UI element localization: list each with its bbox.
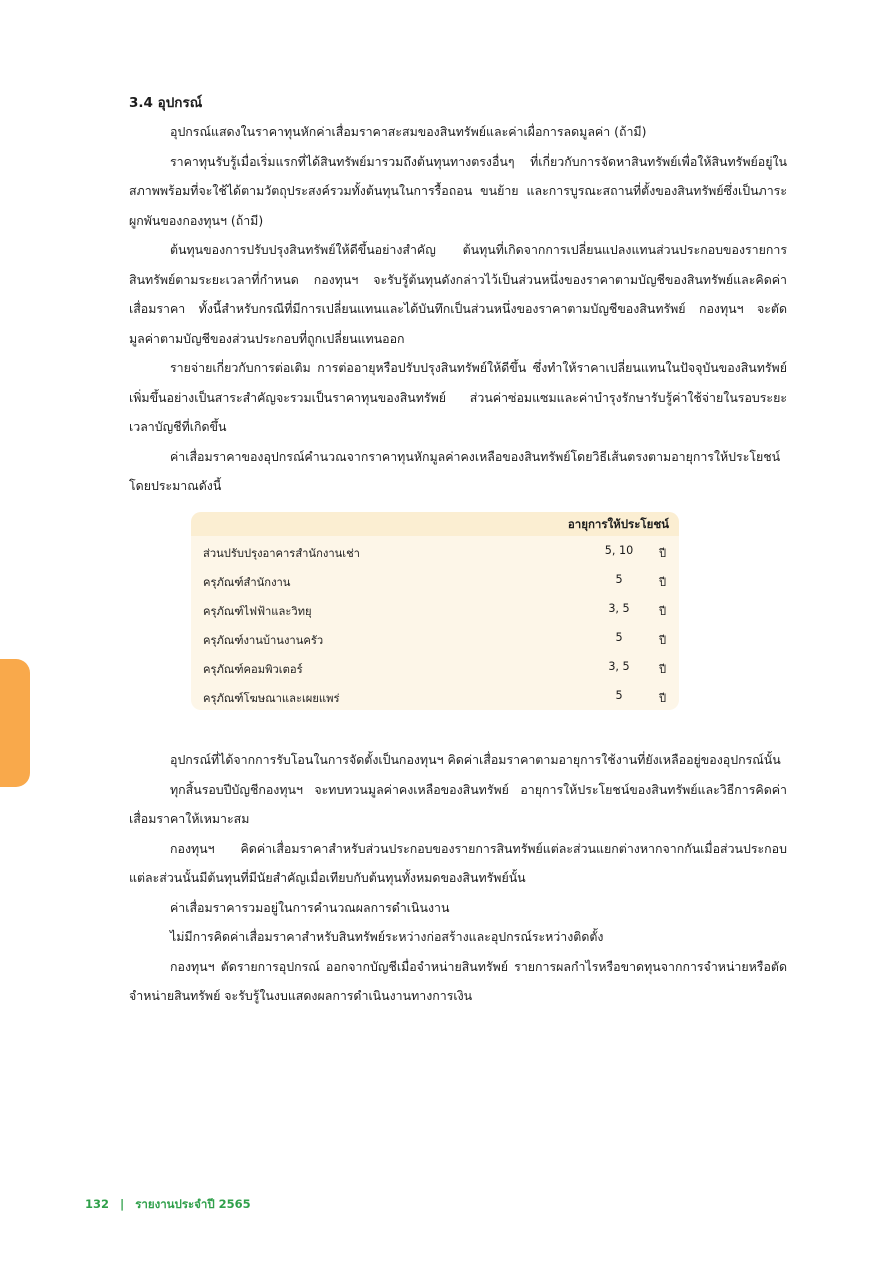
paragraph: กองทุนฯ คิดค่าเสื่อมราคาสำหรับส่วนประกอบของรายการสินทรัพย์แต่ละส่วนแยกต่างหากจากกันเมื่อส่วนประกอบแต่ละส่วนนั้นมีต้นทุนที่มีนัยสำคัญเมื่อเทียบกับต้นทุนทั้งหมดของสินทรัพย์นั้น [129, 840, 787, 885]
table-row [203, 567, 669, 596]
table-row [203, 683, 669, 712]
useful-life-unit: ปี [659, 576, 667, 589]
side-tab-marker [0, 659, 30, 787]
paragraph: ไม่มีการคิดค่าเสื่อมราคาสำหรับสินทรัพย์ระหว่างก่อสร้างและอุปกรณ์ระหว่างติดตั้ง [170, 929, 604, 944]
section-content [129, 94, 787, 501]
paragraph: ค่าเสื่อมราคาของอุปกรณ์คำนวณจากราคาทุนหักมูลค่าคงเหลือของสินทรัพย์โดยวิธีเส้นตรงตามอายุการให้ประโยชน์โดยประมาณดังนี้ [129, 448, 781, 493]
useful-life-unit: ปี [659, 547, 667, 560]
paragraph: อุปกรณ์แสดงในราคาทุนหักค่าเสื่อมราคาสะสมของสินทรัพย์และค่าเผื่อการลดมูลค่า (ถ้ามี) [170, 124, 647, 139]
paragraph: รายจ่ายเกี่ยวกับการต่อเติม การต่ออายุหรือปรับปรุงสินทรัพย์ให้ดีขึ้น ซึ่งทำให้ราคาเปลี่ยนแทนในปัจจุบันของสินทรัพย์เพิ่มขึ้นอย่างเป็นสาระสำคัญจะรวมเป็นราคาทุนของสินทรัพย์ ส่วนค่าซ่อมแซมและค่าบำรุงรักษารับรู้ค่าใช้จ่ายในรอบระยะเวลาบัญชีที่เกิดขึ้น [129, 360, 787, 434]
useful-life-unit: ปี [659, 692, 667, 705]
asset-name: ครุภัณฑ์โฆษณาและเผยแพร่ [203, 692, 340, 705]
paragraph: ทุกสิ้นรอบปีบัญชีกองทุนฯ จะทบทวนมูลค่าคงเหลือของสินทรัพย์ อายุการให้ประโยชน์ของสินทรัพย์และวิธีการคิดค่าเสื่อมราคาให้เหมาะสม [129, 781, 787, 826]
useful-life-table [191, 512, 679, 710]
footer-separator: | [120, 1197, 125, 1211]
useful-life-unit: ปี [659, 605, 667, 618]
section-heading: 3.4 อุปกรณ์ [129, 95, 203, 111]
table-row [203, 654, 669, 683]
asset-name: ครุภัณฑ์คอมพิวเตอร์ [203, 663, 303, 676]
useful-life-value: 3, 5 [608, 660, 630, 673]
table-row [203, 596, 669, 625]
useful-life-unit: ปี [659, 663, 667, 676]
report-title: รายงานประจำปี 2565 [135, 1197, 251, 1211]
paragraph: ราคาทุนรับรู้เมื่อเริ่มแรกที่ได้สินทรัพย์มารวมถึงต้นทุนทางตรงอื่นๆ ที่เกี่ยวกับการจัดหาสินทรัพย์เพื่อให้สินทรัพย์อยู่ในสภาพพร้อมที่จะใช้ได้ตามวัตถุประสงค์รวมทั้งต้นทุนในการรื้อถอน ขนย้าย และการบูรณะสถานที่ตั้งของสินทรัพย์ซึ่งเป็นภาระผูกพันของกองทุนฯ (ถ้ามี) [129, 153, 787, 228]
page-number: 132 [85, 1197, 110, 1211]
asset-name: ครุภัณฑ์งานบ้านงานครัว [203, 634, 324, 647]
table-header [191, 512, 679, 536]
useful-life-unit: ปี [659, 634, 667, 647]
table-row [203, 625, 669, 654]
useful-life-value: 5 [615, 631, 623, 644]
useful-life-value: 3, 5 [608, 602, 630, 615]
page-footer [85, 1196, 251, 1214]
paragraph: ค่าเสื่อมราคารวมอยู่ในการคำนวณผลการดำเนินงาน [170, 899, 450, 915]
paragraph: กองทุนฯ ตัดรายการอุปกรณ์ ออกจากบัญชีเมื่อจำหน่ายสินทรัพย์ รายการผลกำไรหรือขาดทุนจากการจำหน่ายหรือตัดจำหน่ายสินทรัพย์ จะรับรู้ในงบแสดงผลการดำเนินงานทางการเงิน [129, 958, 787, 1003]
useful-life-value: 5 [615, 689, 623, 702]
asset-name: ครุภัณฑ์สำนักงาน [203, 576, 291, 589]
useful-life-value: 5 [615, 573, 623, 586]
paragraph: อุปกรณ์ที่ได้จากการรับโอนในการจัดตั้งเป็นกองทุนฯ คิดค่าเสื่อมราคาตามอายุการใช้งานที่ยังเหลืออยู่ของอุปกรณ์นั้น [170, 752, 781, 767]
section-content-continued [129, 745, 787, 1011]
useful-life-value: 5, 10 [604, 544, 634, 557]
table-header-label: อายุการให้ประโยชน์ [567, 517, 669, 531]
asset-name: ครุภัณฑ์ไฟฟ้าและวิทยุ [203, 605, 312, 618]
paragraph: ต้นทุนของการปรับปรุงสินทรัพย์ให้ดีขึ้นอย่างสำคัญ ต้นทุนที่เกิดจากการเปลี่ยนแปลงแทนส่วนประกอบของรายการสินทรัพย์ตามระยะเวลาที่กำหนด กองทุนฯ จะรับรู้ต้นทุนดังกล่าวไว้เป็นส่วนหนึ่งของราคาตามบัญชีของสินทรัพย์และคิดค่าเสื่อมราคา ทั้งนี้สำหรับกรณีที่มีการเปลี่ยนแทนและได้บันทึกเป็นส่วนหนึ่งของราคาตามบัญชีของสินทรัพย์ กองทุนฯ จะตัดมูลค่าตามบัญชีของส่วนประกอบที่ถูกเปลี่ยนแทนออก [129, 242, 787, 346]
asset-name: ส่วนปรับปรุงอาคารสำนักงานเช่า [203, 547, 360, 560]
table-row [203, 538, 669, 567]
